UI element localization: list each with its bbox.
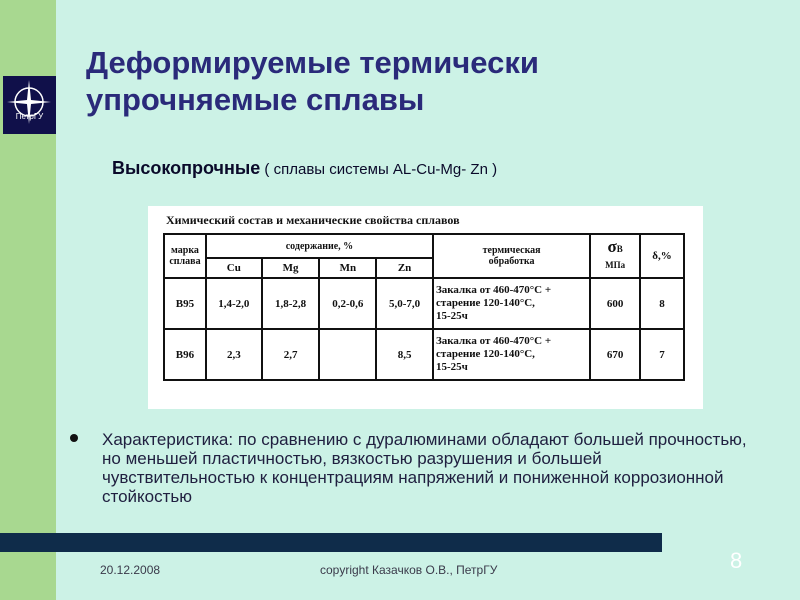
page-number: 8 xyxy=(730,548,743,573)
header-delta: δ,% xyxy=(640,234,684,278)
cell-grade: В96 xyxy=(164,329,206,380)
subtitle-note: ( сплавы системы AL-Cu-Mg- Zn ) xyxy=(260,161,498,178)
cell-delta: 8 xyxy=(640,278,684,329)
slide-subtitle xyxy=(112,158,497,179)
cell-sigma: 670 xyxy=(590,329,640,380)
subtitle-main: Высокопрочные xyxy=(112,158,261,178)
cell-mg: 1,8-2,8 xyxy=(262,278,320,329)
bullet-dot-icon xyxy=(70,434,78,442)
university-logo xyxy=(3,76,56,134)
cell-zn: 5,0-7,0 xyxy=(376,278,433,329)
cell-mg: 2,7 xyxy=(262,329,320,380)
table-row xyxy=(164,329,684,380)
cell-mn: 0,2-0,6 xyxy=(319,278,376,329)
header-treatment: термическая обработка xyxy=(433,234,590,278)
table-row xyxy=(164,278,684,329)
cell-sigma: 600 xyxy=(590,278,640,329)
header-grade: марка сплава xyxy=(164,234,206,278)
header-mg: Mg xyxy=(262,258,320,278)
star-logo-icon xyxy=(3,76,56,134)
cell-treatment: Закалка от 460-470°С + старение 120-140°С, 15-25ч xyxy=(433,278,590,329)
bullet-text: Характеристика: по сравнению с дуралюминами обладают большей прочностью, но меньшей пластичностью, вязкостью разрушения и большей чувствительностью к концентрациям напряжений и пониженной коррозионной стойкостью xyxy=(102,430,747,506)
title-line-1: Деформируемые термически xyxy=(86,45,539,80)
cell-treatment: Закалка от 460-470°С + старение 120-140°С, 15-25ч xyxy=(433,329,590,380)
alloy-table-image xyxy=(148,206,703,409)
header-sigma: σВ МПа xyxy=(590,234,640,278)
cell-cu: 2,3 xyxy=(206,329,262,380)
header-zn: Zn xyxy=(376,258,433,278)
cell-mn xyxy=(319,329,376,380)
cell-zn: 8,5 xyxy=(376,329,433,380)
cell-cu: 1,4-2,0 xyxy=(206,278,262,329)
header-content: содержание, % xyxy=(206,234,433,258)
footer-date: 20.12.2008 xyxy=(100,563,161,577)
footer-copyright: copyright Казачков О.В., ПетрГУ xyxy=(320,563,498,577)
logo-text: ПетрГУ xyxy=(15,112,44,121)
cell-grade: В95 xyxy=(164,278,206,329)
table-caption: Химический состав и механические свойства сплавов xyxy=(166,213,460,227)
table-header-row xyxy=(164,234,684,258)
slide-title xyxy=(86,44,746,118)
alloy-table xyxy=(163,233,685,381)
cell-delta: 7 xyxy=(640,329,684,380)
title-line-2: упрочняемые сплавы xyxy=(86,82,425,117)
header-mn: Mn xyxy=(319,258,376,278)
bottom-divider-bar xyxy=(0,533,662,552)
header-cu: Cu xyxy=(206,258,262,278)
